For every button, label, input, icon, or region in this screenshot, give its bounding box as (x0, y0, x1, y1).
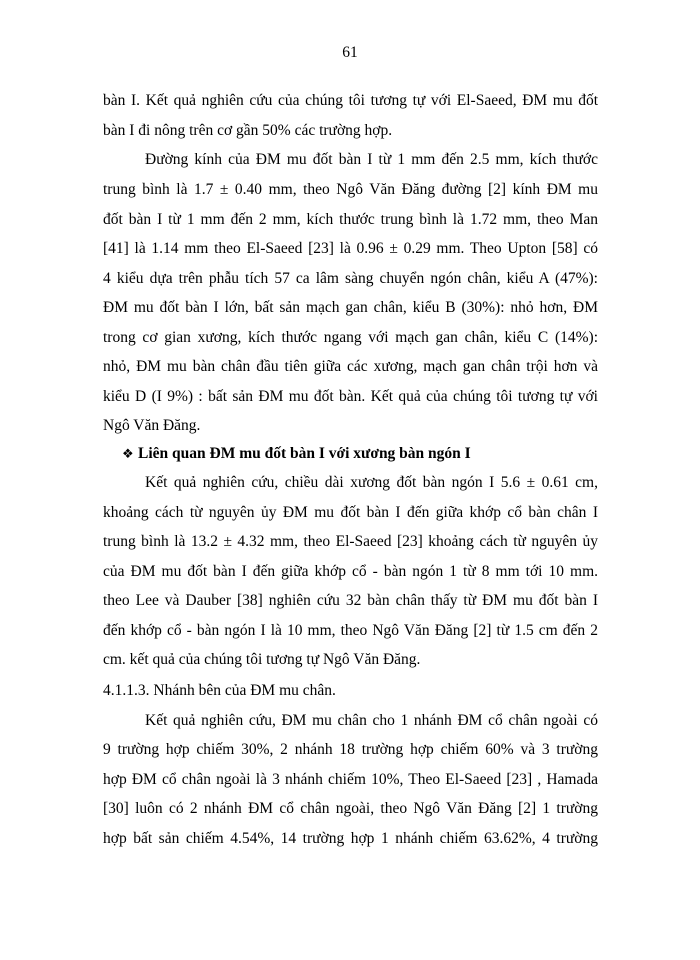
text-line: trung bình là 1.7 ± 0.40 mm, theo Ngô Văn Đăng đường [2] kính ĐM mu (103, 181, 598, 198)
text-line: trung bình là 13.2 ± 4.32 mm, theo El-Saeed [23] khoảng cách từ nguyên ủy (103, 533, 598, 550)
text-line: Kết quả nghiên cứu, chiều dài xương đốt bàn ngón I 5.6 ± 0.61 cm, (145, 474, 598, 491)
text-line: bàn I. Kết quả nghiên cứu của chúng tôi tương tự với El-Saeed, ĐM mu đốt (103, 92, 598, 109)
text-line: Ngô Văn Đăng. (103, 417, 201, 434)
text-line: hợp bất sản chiếm 4.54%, 14 trường hợp 1 nhánh chiếm 63.62%, 4 trường (103, 830, 598, 847)
text-line: 4 kiểu dựa trên phẫu tích 57 ca lâm sàng chuyển ngón chân, kiểu A (47%): (103, 270, 598, 287)
text-line: ĐM mu đốt bàn I lớn, bất sản mạch gan chân, kiểu B (30%): nhỏ hơn, ĐM (103, 299, 598, 316)
text-line: [30] luôn có 2 nhánh ĐM cổ chân ngoài, theo Ngô Văn Đăng [2] 1 trường (103, 800, 598, 817)
text-line: khoảng cách từ nguyên ủy ĐM mu đốt bàn I đến giữa khớp cổ bàn chân I (103, 504, 598, 521)
text-line: đến khớp cổ - bàn ngón I là 10 mm, theo Ngô Văn Đăng [2] từ 1.5 cm đến 2 (103, 622, 598, 639)
text-line: Kết quả nghiên cứu, ĐM mu chân cho 1 nhánh ĐM cổ chân ngoài có (145, 712, 598, 729)
text-line: hợp ĐM cổ chân ngoài là 3 nhánh chiếm 10%, Theo El-Saeed [23] , Hamada (103, 771, 598, 788)
text-line: của ĐM mu đốt bàn I đến giữa khớp cổ - bàn ngón 1 từ 8 mm tới 10 mm. (103, 563, 598, 580)
text-line: bàn I đi nông trên cơ gần 50% các trường hợp. (103, 122, 393, 139)
text-line: 9 trường hợp chiếm 30%, 2 nhánh 18 trường hợp chiếm 60% và 3 trường (103, 741, 598, 758)
page-number: 61 (342, 44, 358, 61)
subsection-title: 4.1.1.3. Nhánh bên của ĐM mu chân. (103, 682, 336, 699)
text-line: cm. kết quả của chúng tôi tương tự Ngô Văn Đăng. (103, 651, 421, 668)
text-line: Đường kính của ĐM mu đốt bàn I từ 1 mm đến 2.5 mm, kích thước (145, 151, 598, 168)
text-line: [41] là 1.14 mm theo El-Saeed [23] là 0.96 ± 0.29 mm. Theo Upton [58] có (103, 240, 598, 257)
section-heading (122, 444, 471, 465)
text-line: theo Lee và Dauber [38] nghiên cứu 32 bàn chân thấy từ ĐM mu đốt bàn I (103, 592, 598, 609)
text-line: đốt bàn I từ 1 mm đến 2 mm, kích thước trung bình là 1.72 mm, theo Man (103, 211, 598, 228)
heading-text: Liên quan ĐM mu đốt bàn I với xương bàn ngón I (138, 445, 471, 462)
text-line: kiểu D (I 9%) : bất sản ĐM mu đốt bàn. Kết quả của chúng tôi tương tự với (103, 388, 598, 405)
text-line: nhỏ, ĐM mu bàn chân đầu tiên giữa các xương, mạch gan chân trội hơn và (103, 358, 598, 375)
text-line: trong cơ gian xương, kích thước ngang với mạch gan chân, kiểu C (14%): (103, 329, 598, 346)
bullet-diamond-icon: ❖ (122, 447, 134, 462)
